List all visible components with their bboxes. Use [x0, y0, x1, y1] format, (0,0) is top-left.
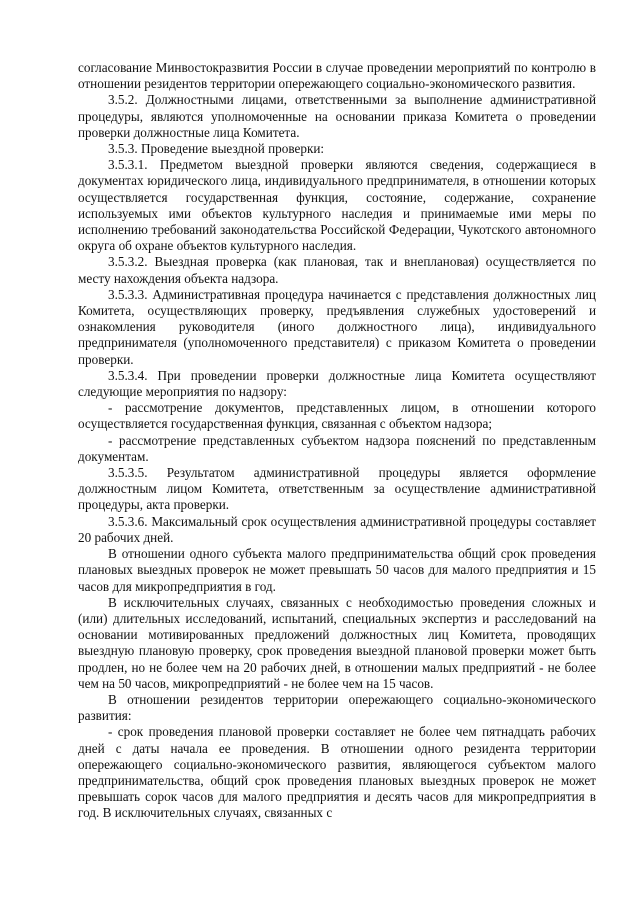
paragraph-3-5-3-6: 3.5.3.6. Максимальный срок осуществления административной процедуры составляет 20 рабочих дней.: [78, 513, 596, 545]
paragraph-3-5-3: 3.5.3. Проведение выездной проверки:: [108, 141, 325, 157]
list-item-documents: - рассмотрение документов, представленных лицом, в отношении которого осуществляется государственная функция, связанная с объектом надзора;: [78, 400, 596, 432]
paragraph-3-5-2: 3.5.2. Должностными лицами, ответственными за выполнение административной процедуры, являются уполномоченные на основании приказа Комитета о проведении проверки должностные лица Комитета.: [78, 92, 596, 140]
paragraph-3-5-3-1: 3.5.3.1. Предметом выездной проверки являются сведения, содержащиеся в документах юридического лица, индивидуального предпринимателя, в отношении которых осуществляется государственная функция, состояние, содержание, сохранение используемых ими объектов культурного наследия и принимаемые ими меры по исполнению требований законодательства Российской Федерации, Чукотского автономного округа об охране объектов культурного наследия.: [78, 157, 596, 254]
paragraph-3-5-3-5: 3.5.3.5. Результатом административной процедуры является оформление должностным лицом Комитета, ответственным за осуществление административной процедуры, акта проверки.: [78, 465, 596, 513]
paragraph-residents: В отношении резидентов территории опережающего социально-экономического развития:: [78, 691, 596, 724]
paragraph-intro: согласование Минвостокразвития России в случае проведении мероприятий по контролю в отношении резидентов территории опережающего социально-экономического развития.: [78, 60, 596, 92]
paragraph-3-5-3-4: 3.5.3.4. При проведении проверки должностные лица Комитета осуществляют следующие мероприятия по надзору:: [78, 367, 596, 400]
paragraph-3-5-3-2: 3.5.3.2. Выездная проверка (как плановая, так и внеплановая) осуществляется по месту нахождения объекта надзора.: [78, 254, 596, 286]
paragraph-3-5-3-3: 3.5.3.3. Административная процедура начинается с представления должностных лиц Комитета, осуществляющих проверку, предъявления служебных удостоверений и ознакомления руководителя (иного должностного лица), индивидуального предпринимателя (уполномоченного представителя) с приказом Комитета о проведении проверки.: [78, 286, 596, 367]
list-item-inspection-term: - срок проведения плановой проверки составляет не более чем пятнадцать рабочих дней с даты начала ее проведения. В отношении одного резидента территории опережающего социально-экономического развития, являющегося субъектом малого предпринимательства, общий срок проведения плановых выездных проверок не может превышать сорок часов для малого предприятия и десять часов для микропредприятия в год. В исключительных случаях, связанных с: [78, 724, 596, 821]
paragraph-exceptional-cases: В исключительных случаях, связанных с необходимостью проведения сложных и (или) длительных исследований, испытаний, специальных экспертиз и расследований на основании мотивированных предложений должностных лиц Комитета, проводящих выездную плановую проверку, срок проведения выездной плановой проверки может быть продлен, но не более чем на 20 рабочих дней, в отношении малых предприятий - не более чем на 50 часов, микропредприятий - не более чем на 15 часов.: [78, 594, 596, 691]
document-page: [78, 60, 596, 822]
paragraph-small-business-limit: В отношении одного субъекта малого предпринимательства общий срок проведения плановых выездных проверок не может превышать 50 часов для малого предприятия и 15 часов для микропредприятия в год.: [78, 546, 596, 594]
list-item-explanations: - рассмотрение представленных субъектом надзора пояснений по представленным документам.: [78, 432, 596, 464]
